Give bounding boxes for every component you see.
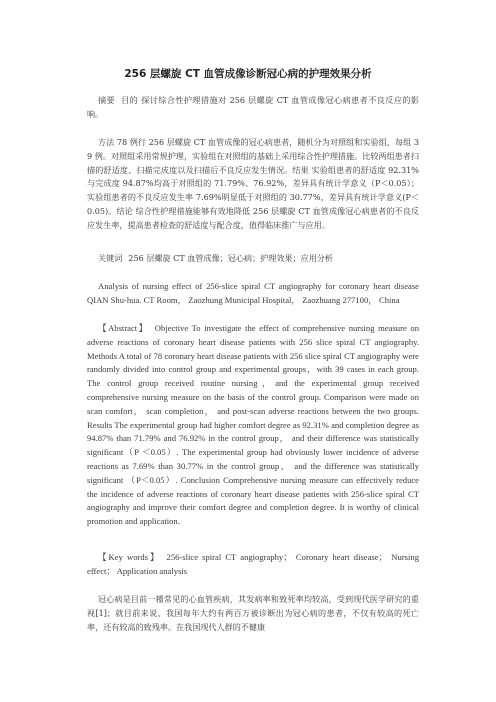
chinese-abstract-objective <box>87 94 419 122</box>
chinese-abstract-body: 方法 78 例行 256 层螺旋 CT 血管成像的冠心病患者，随机分为对照组和实验组，每组 39 例。对照组采用常规护理，实验组在对照组的基础上采用综合性护理措施。比较两组患者扫描的舒适度、扫描完成度以及扫描后不良反应发生情况。结果 实验组患者的舒适度 92.31%与完成度 94.87%均高于对照组的 71.79%、76.92%，差异具有统计学意义（P＜0.05）；实验组患者的不良反应发生率 7.69%明显低于对照组的 30.77%，差异具有统计学意义(P＜0.05)。结论 综合性护理措施能够有效地降低 256 层螺旋 CT 血管成像冠心病患者的不良反应发生率，提高患者检查的舒适度与配合度，值得临床推广与应用。 <box>87 137 419 230</box>
english-abstract <box>87 322 419 529</box>
paper-title: 256 层螺旋 CT 血管成像诊断冠心病的护理效果分析 <box>124 68 372 80</box>
abstract-label: 摘要 <box>98 95 116 105</box>
english-title: Analysis of nursing effect of 256-slice spiral CT angiography for coronary heart disease QIAN Shu-hua. CT Room， Zaozhung Municipal Hospital， Zaozhuang 277100， China <box>87 281 419 305</box>
chinese-keywords <box>87 252 419 266</box>
objective-text: 目的 探讨综合性护理措施对 256 层螺旋 CT 血管成像冠心病患者不良反应的影响。 <box>87 95 419 119</box>
keywords-label: 关键词 <box>98 253 123 263</box>
english-abstract-text: Objective To investigate the effect of comprehensive nursing measure on adverse reactions of coronary heart disease patients with 256 slice spiral CT angiography. Methods A total of 78 coronary heart disease patients with 256 slice spiral CT angiography were randomly divided into control group and experimental groups，with 39 cases in each group. The control group received routine nursing，and the experimental group received comprehensive nursing measure on the basis of the control group. Comparison were made on scan comfort， scan completion， and post-scan adverse reactions between the two groups. Results The experimental group had higher comfort degree as 92.31% and completion degree as 94.87% than 71.79% and 76.92% in the control group， and their difference was statistically significant（P ＜0.05）. The experimental group had obviously lower incidence of adverse reactions as 7.69% than 30.77% in the control group， and the difference was statistically significant （P＜0.05）. Conclusion Comprehensive nursing measure can effectively reduce the incidence of adverse reactions of coronary heart disease patients with 256-slice spiral CT angiography and improve their comfort degree and completion degree. It is worthy of clinical promotion and application. <box>87 323 419 527</box>
english-keywords <box>87 551 419 579</box>
keywords-text: 256 层螺旋 CT 血管成像；冠心病；护理效果；应用分析 <box>128 253 334 263</box>
english-abstract-label: 【Abstract】 <box>98 323 149 333</box>
english-keywords-text: 256-slice spiral CT angiography； Coronary heart disease； Nursing effect； Application analysis <box>87 552 419 576</box>
english-keywords-label: 【Key words】 <box>98 552 161 562</box>
body-paragraph: 冠心病是目前一種常见的心血管疾病，其发病率和致死率均较高，受到现代医学研究的重视[1]；就目前来说，我国每年大约有两百万被诊断出为冠心病的患者，不仅有较高的死亡率，还有较高的致残率。在我国现代人群的不健康 <box>87 594 419 632</box>
